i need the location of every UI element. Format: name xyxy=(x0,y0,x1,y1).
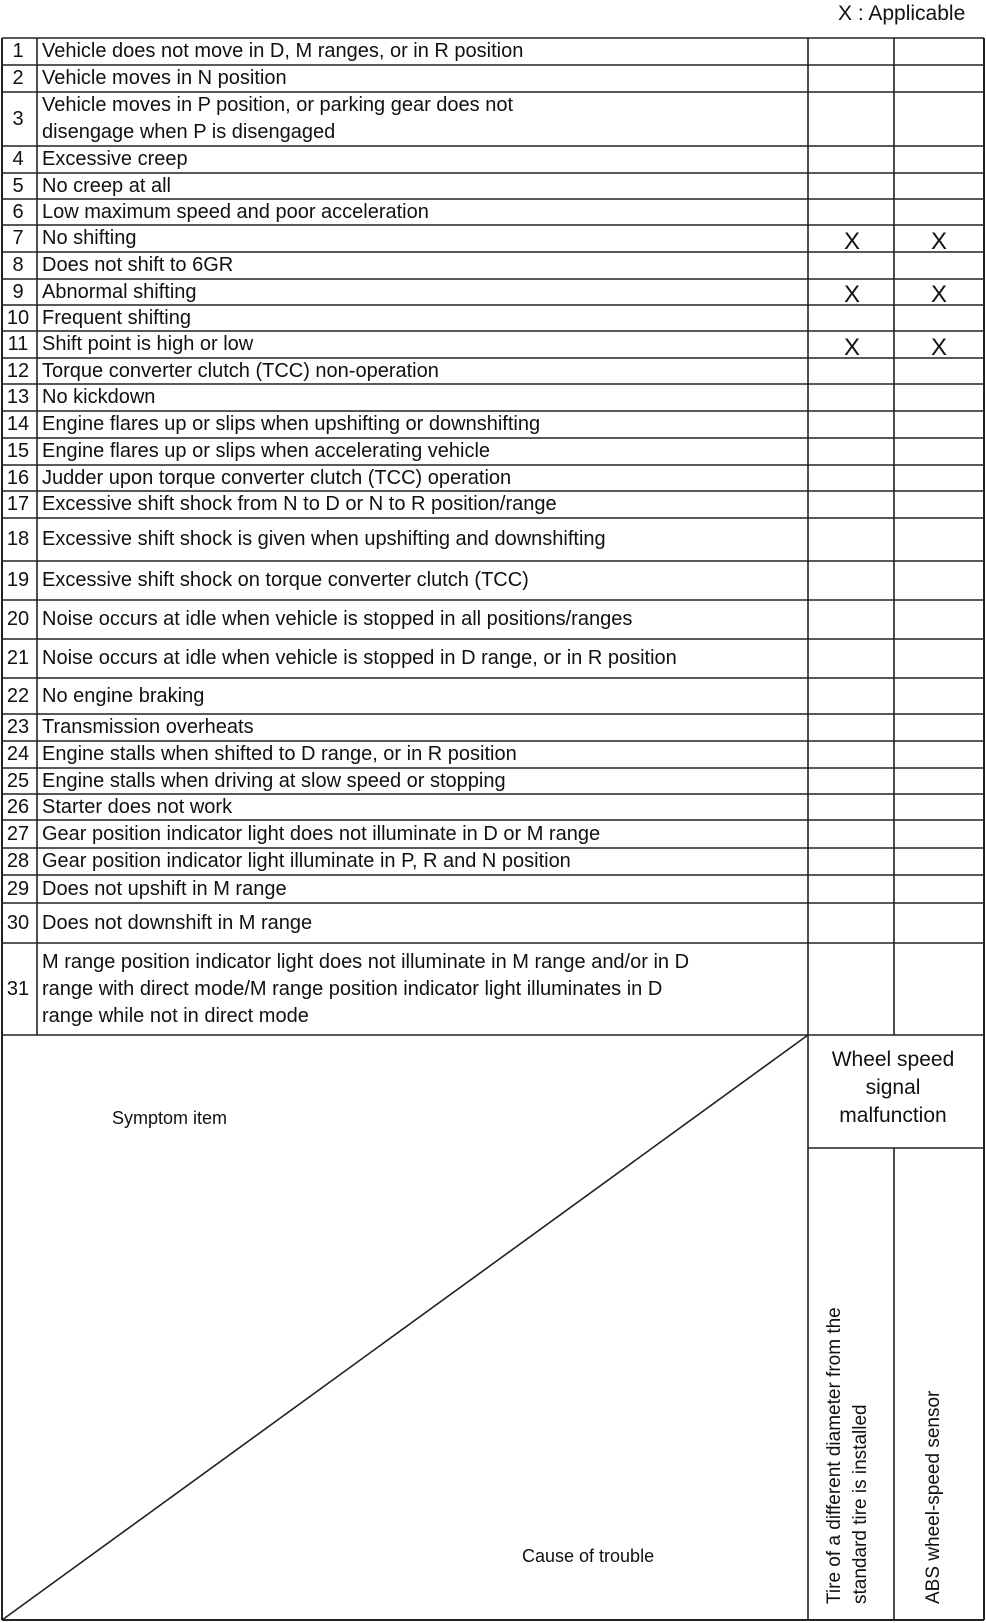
cause-of-trouble-label: Cause of trouble xyxy=(522,1546,655,1566)
row-number: 13 xyxy=(6,386,30,408)
row-number: 12 xyxy=(6,359,30,382)
row-number: 14 xyxy=(6,413,30,435)
symptom-text: Excessive creep xyxy=(42,148,188,170)
symptom-text: Excessive shift shock from N to D or N to R position/range xyxy=(42,493,557,515)
row-number: 11 xyxy=(7,333,29,355)
symptom-text: Gear position indicator light illuminate in P, R and N position xyxy=(42,850,571,872)
row-number: 22 xyxy=(6,684,30,707)
symptom-text: Vehicle moves in N position xyxy=(42,67,287,89)
column-header-abs-sensor: ABS wheel-speed sensor xyxy=(923,1390,944,1604)
symptom-text: Vehicle moves in P position, or parking gear does not disengage when P is disengaged xyxy=(42,94,514,143)
symptom-text: Noise occurs at idle when vehicle is stopped in D range, or in R position xyxy=(42,647,677,669)
symptom-text: Judder upon torque converter clutch (TCC) operation xyxy=(42,466,512,489)
row-number: 19 xyxy=(6,569,30,591)
applicable-mark: X xyxy=(843,281,860,308)
symptom-text: Noise occurs at idle when vehicle is stopped in all positions/ranges xyxy=(42,608,633,630)
symptom-text: No creep at all xyxy=(42,174,171,197)
symptom-text: No shifting xyxy=(42,227,137,249)
row-number: 18 xyxy=(6,528,30,550)
row-number: 5 xyxy=(12,174,24,197)
symptom-text: No kickdown xyxy=(42,386,156,408)
symptom-text: Does not shift to 6GR xyxy=(42,254,234,276)
symptom-text: Does not downshift in M range xyxy=(42,911,313,934)
symptom-text: Engine flares up or slips when upshifting or downshifting xyxy=(42,413,541,435)
row-number: 4 xyxy=(12,148,24,170)
symptom-text: No engine braking xyxy=(42,684,205,707)
row-number: 24 xyxy=(6,743,30,765)
symptom-text: Torque converter clutch (TCC) non-operation xyxy=(42,359,439,382)
row-number: 29 xyxy=(6,877,30,900)
row-number: 25 xyxy=(6,769,30,792)
row-number: 26 xyxy=(6,795,30,818)
column-header-tire-diameter: Tire of a different diameter from the standard tire is installed xyxy=(824,1307,871,1604)
applicable-mark: X xyxy=(843,333,860,361)
applicable-mark: X xyxy=(843,227,860,255)
row-number: 16 xyxy=(6,466,30,489)
applicable-mark: X xyxy=(930,281,947,308)
symptom-text: Gear position indicator light does not illuminate in D or M range xyxy=(42,822,601,845)
symptom-text: M range position indicator light does not illuminate in M range and/or in D range with direct mode/M range position indicator light illuminates in D range while not in direct mode xyxy=(42,950,690,1027)
row-number: 20 xyxy=(6,608,30,630)
symptom-text: Frequent shifting xyxy=(42,306,191,329)
row-number: 23 xyxy=(6,716,30,738)
row-number: 6 xyxy=(12,200,24,223)
category-header: Wheel speed signal malfunction xyxy=(831,1048,955,1127)
symptom-text: Abnormal shifting xyxy=(42,280,197,303)
applicable-mark: X xyxy=(930,333,947,361)
row-number: 30 xyxy=(6,911,30,934)
row-number: 9 xyxy=(12,280,24,303)
symptom-item-label: Symptom item xyxy=(112,1108,228,1128)
row-number: 17 xyxy=(6,493,30,515)
row-number: 8 xyxy=(12,254,24,276)
symptom-text: Low maximum speed and poor acceleration xyxy=(42,200,429,223)
symptom-text: Starter does not work xyxy=(42,795,233,818)
row-number: 27 xyxy=(6,822,30,845)
legend: X : Applicable xyxy=(838,2,966,25)
row-number: 1 xyxy=(12,40,24,62)
row-number: 3 xyxy=(12,107,24,130)
symptom-text: Excessive shift shock is given when upshifting and downshifting xyxy=(42,528,606,550)
row-number: 31 xyxy=(6,977,30,1000)
row-number: 21 xyxy=(6,647,30,669)
symptom-text: Does not upshift in M range xyxy=(42,877,287,900)
symptom-text: Engine flares up or slips when accelerating vehicle xyxy=(42,440,491,462)
row-number: 2 xyxy=(12,67,24,89)
symptom-text: Transmission overheats xyxy=(42,716,254,738)
row-number: 10 xyxy=(6,306,30,329)
symptom-text: Engine stalls when driving at slow speed or stopping xyxy=(42,769,506,792)
symptom-text: Excessive shift shock on torque converter clutch (TCC) xyxy=(42,569,529,591)
symptom-text: Engine stalls when shifted to D range, or in R position xyxy=(42,743,517,765)
symptom-text: Vehicle does not move in D, M ranges, or in R position xyxy=(42,40,524,62)
symptom-text: Shift point is high or low xyxy=(42,333,254,355)
row-number: 28 xyxy=(6,850,30,872)
row-number: 7 xyxy=(12,227,24,249)
row-number: 15 xyxy=(6,440,30,462)
applicable-mark: X xyxy=(930,227,947,255)
